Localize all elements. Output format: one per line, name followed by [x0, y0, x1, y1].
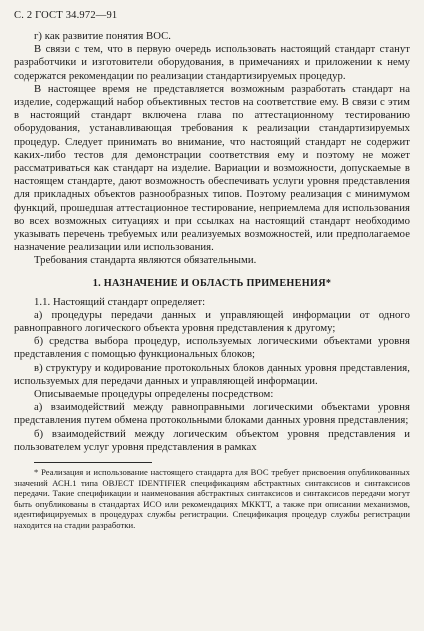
procedures-intro: Описываемые процедуры определены посредством: [34, 388, 274, 401]
clause-item-b: б) средства выбора процедур, используемых логическими объектами уровня представления с помощью функциональных блоков; [14, 335, 410, 361]
procedure-item-a: а) взаимодействий между равноправными логическими объектами уровня представления путем обмена протокольными блоками данных уровня представления; [14, 401, 410, 427]
footnote: * Реализация и использование настоящего стандарта для ВОС требует присвоения опубликованных значений АСН.1 типа OBJECT IDENTIFIER спецификациям абстрактных синтаксисов и синтаксисов передачи. Такие спецификации и наименования абстрактных синтаксисов и синтаксисов передачи могут быть опубликованы в стандартах ИСО или рекомендациях МККТТ, а также при описании механизмов, идентифицируемых в процедурах службы регистрации. Спецификация процедур службы регистрации находится на стадии разработки. [14, 467, 410, 531]
intro-paragraph-developers: В связи с тем, что в первую очередь использовать настоящий стандарт станут разработчики и изготовители оборудования, в примечаниях и приложении к нему содержатся рекомендации по реализации стандартизируемых процедур. [14, 43, 410, 82]
clause-item-v: в) структуру и кодирование протокольных блоков данных уровня представления, используемых для передачи данных и управляющей информации. [14, 361, 410, 387]
intro-item-g: г) как развитие понятия ВОС. [34, 30, 171, 42]
footnote-divider [34, 462, 152, 463]
clause-item-a: а) процедуры передачи данных и управляющей информации от одного равноправного логического объекта уровня представления к другому; [14, 308, 410, 335]
intro-paragraph-mandatory: Требования стандарта являются обязательными. [34, 254, 257, 267]
clause-1-1: 1.1. Настоящий стандарт определяет: [34, 295, 206, 308]
intro-paragraph-testing: В настоящее время не представляется возможным разработать стандарт на изделие, содержащий набор объективных тестов на соответствие ему. В связи с этим в настоящий стандарт включена глава по аттестационному тестированию оборудования, устанавливающая требования к реализации стандартизируемых процедур. Следует принимать во внимание, что настоящий стандарт не содержит каких-либо тестов для демонстрации соответствия ему и поэтому не может рассматриваться как стандарт на изделие. Вариации и возможности, допускаемые в настоящем стандарте, дают возможность обеспечивать услуги уровня представления для прикладных объектов разнообразных типов. Поэтому реализация с минимумом функций, прошедшая аттестационное тестирование, неприемлема для использования во всех возможных ситуациях и при ссылках на настоящий стандарт необходимо указывать перечень требуемых или реализуемых возможностей, или предполагаемое назначение реализации или использования. [14, 82, 410, 254]
procedure-item-b: б) взаимодействий между логическим объектом уровня представления и пользователем услуг уровня представления в рамках [14, 427, 410, 453]
page-header: С. 2 ГОСТ 34.972—91 [14, 10, 118, 21]
section-heading: 1. НАЗНАЧЕНИЕ И ОБЛАСТЬ ПРИМЕНЕНИЯ* [92, 277, 332, 289]
